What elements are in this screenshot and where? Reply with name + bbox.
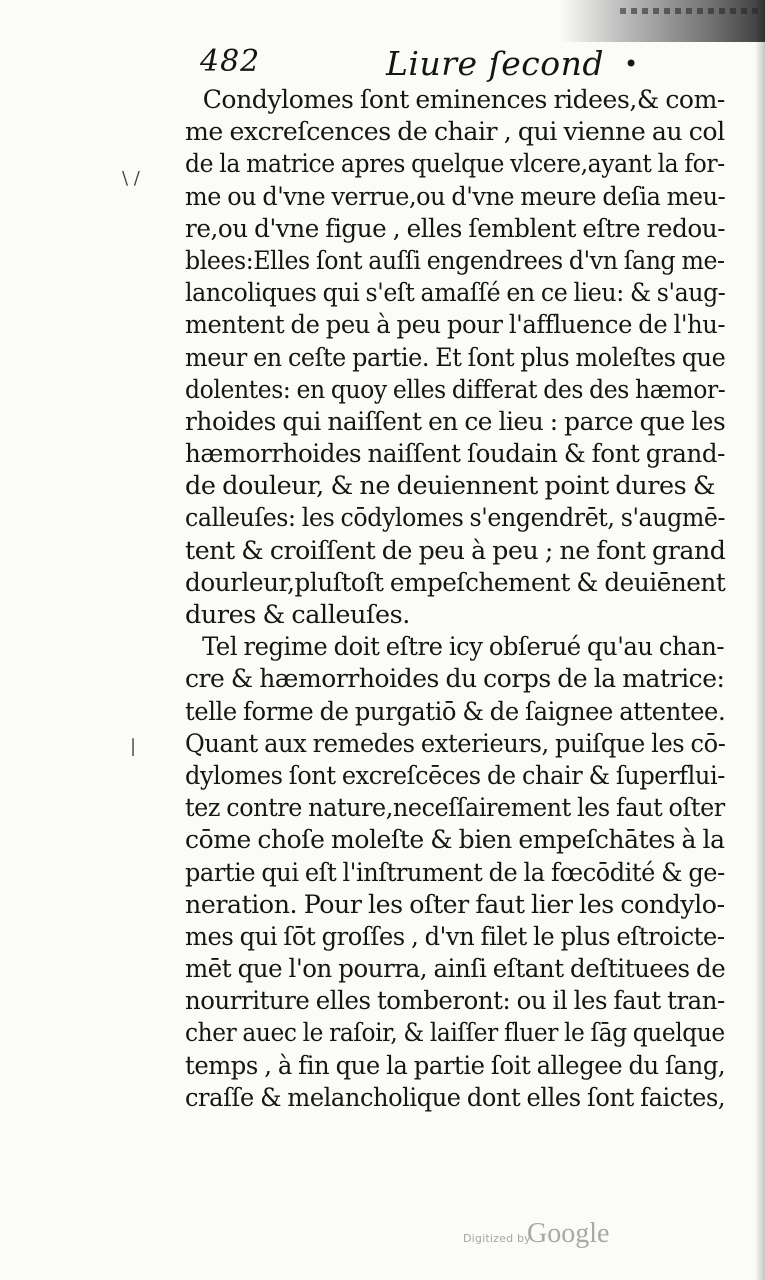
text-line: hæmorrhoides naiſſent ſoudain & font grand- [185,439,725,470]
scan-gutter-shadow [755,0,765,1280]
text-line: me excreſcences de chair , qui vienne au col [185,117,725,148]
page-number: 482 [200,44,261,79]
text-line: craſſe & melancholique dont elles ſont faictes, [185,1082,726,1113]
text-line: nourriture elles tomberont: ou il les faut tran- [185,986,725,1017]
text-line: tez contre nature,neceſſairement les faut oſter [185,793,725,824]
text-line: blees:Elles ſont auſſi engendrees d'vn ſang me- [185,245,725,276]
text-line: neration. Pour les oſter faut lier les condylo- [185,889,725,920]
body-text [185,84,725,1114]
text-line: re,ou d'vne figue , elles ſemblent eſtre redou- [185,213,726,244]
text-line: de la matrice apres quelque vlcere,ayant la for- [185,149,725,180]
scan-edge-shadow [560,0,765,42]
text-line: dures & calleuſes. [185,600,410,630]
text-line: dylomes ſont excreſcēces de chair & ſuperflui- [185,760,725,791]
text-line: Tel regime doit eſtre icy obſerué qu'au chan- [202,632,725,663]
text-line: Quant aux remedes exterieurs, puiſque les cō- [185,728,726,759]
text-line: cōme choſe moleſte & bien empeſchātes à la [185,825,725,856]
text-line: mes qui ſōt groſſes , d'vn filet le plus eſtroicte- [185,921,725,952]
text-line: cre & hæmorrhoides du corps de la matrice: [185,664,725,695]
book-title: Liure ſecond [386,44,604,83]
text-line: mentent de peu à peu pour l'affluence de l'hu- [185,310,726,341]
text-line: telle forme de purgatiō & de ſaignee attentee. [185,696,726,727]
text-line: de douleur, & ne deuiennent point dures & [185,471,716,502]
text-line: rhoides qui naiſſent en ce lieu : parce que les [185,406,726,437]
text-line: meur en ceſte partie. Et ſont plus moleſtes que [185,342,726,373]
text-line: dourleur,pluſtoſt empeſchement & deuiēnent [185,567,726,598]
google-logo: Google [527,1218,610,1249]
margin-tick-mark: \ / [122,168,140,189]
text-line: temps , à fin que la partie ſoit allegee du ſang, [185,1050,726,1081]
text-line: dolentes: en quoy elles differat des des hæmor- [185,374,726,405]
text-line: me ou d'vne verrue,ou d'vne meure deſia meu- [185,181,726,212]
margin-tick-mark: | [130,736,137,757]
text-line: cher auec le raſoir, & laiſſer fluer le ſāg quelque [185,1018,725,1049]
text-line: mēt que l'on pourra, ainſi eſtant deſtituees de [185,954,726,985]
text-line: Condylomes ſont eminences ridees,& com- [202,85,725,115]
text-line: tent & croiſſent de peu à peu ; ne font grand [185,535,726,566]
text-line: partie qui eſt l'inſtrument de la fœcōdité & ge- [185,857,725,888]
running-head [200,44,640,84]
text-line: calleuſes: les cōdylomes s'engendrēt, s'augmē- [185,503,726,534]
digitized-by-label: Digitized by [463,1232,531,1245]
digitized-watermark [463,1218,643,1254]
text-line: lancoliques qui s'eſt amaſſé en ce lieu: & s'aug- [185,278,726,309]
header-mark: • [624,50,639,78]
